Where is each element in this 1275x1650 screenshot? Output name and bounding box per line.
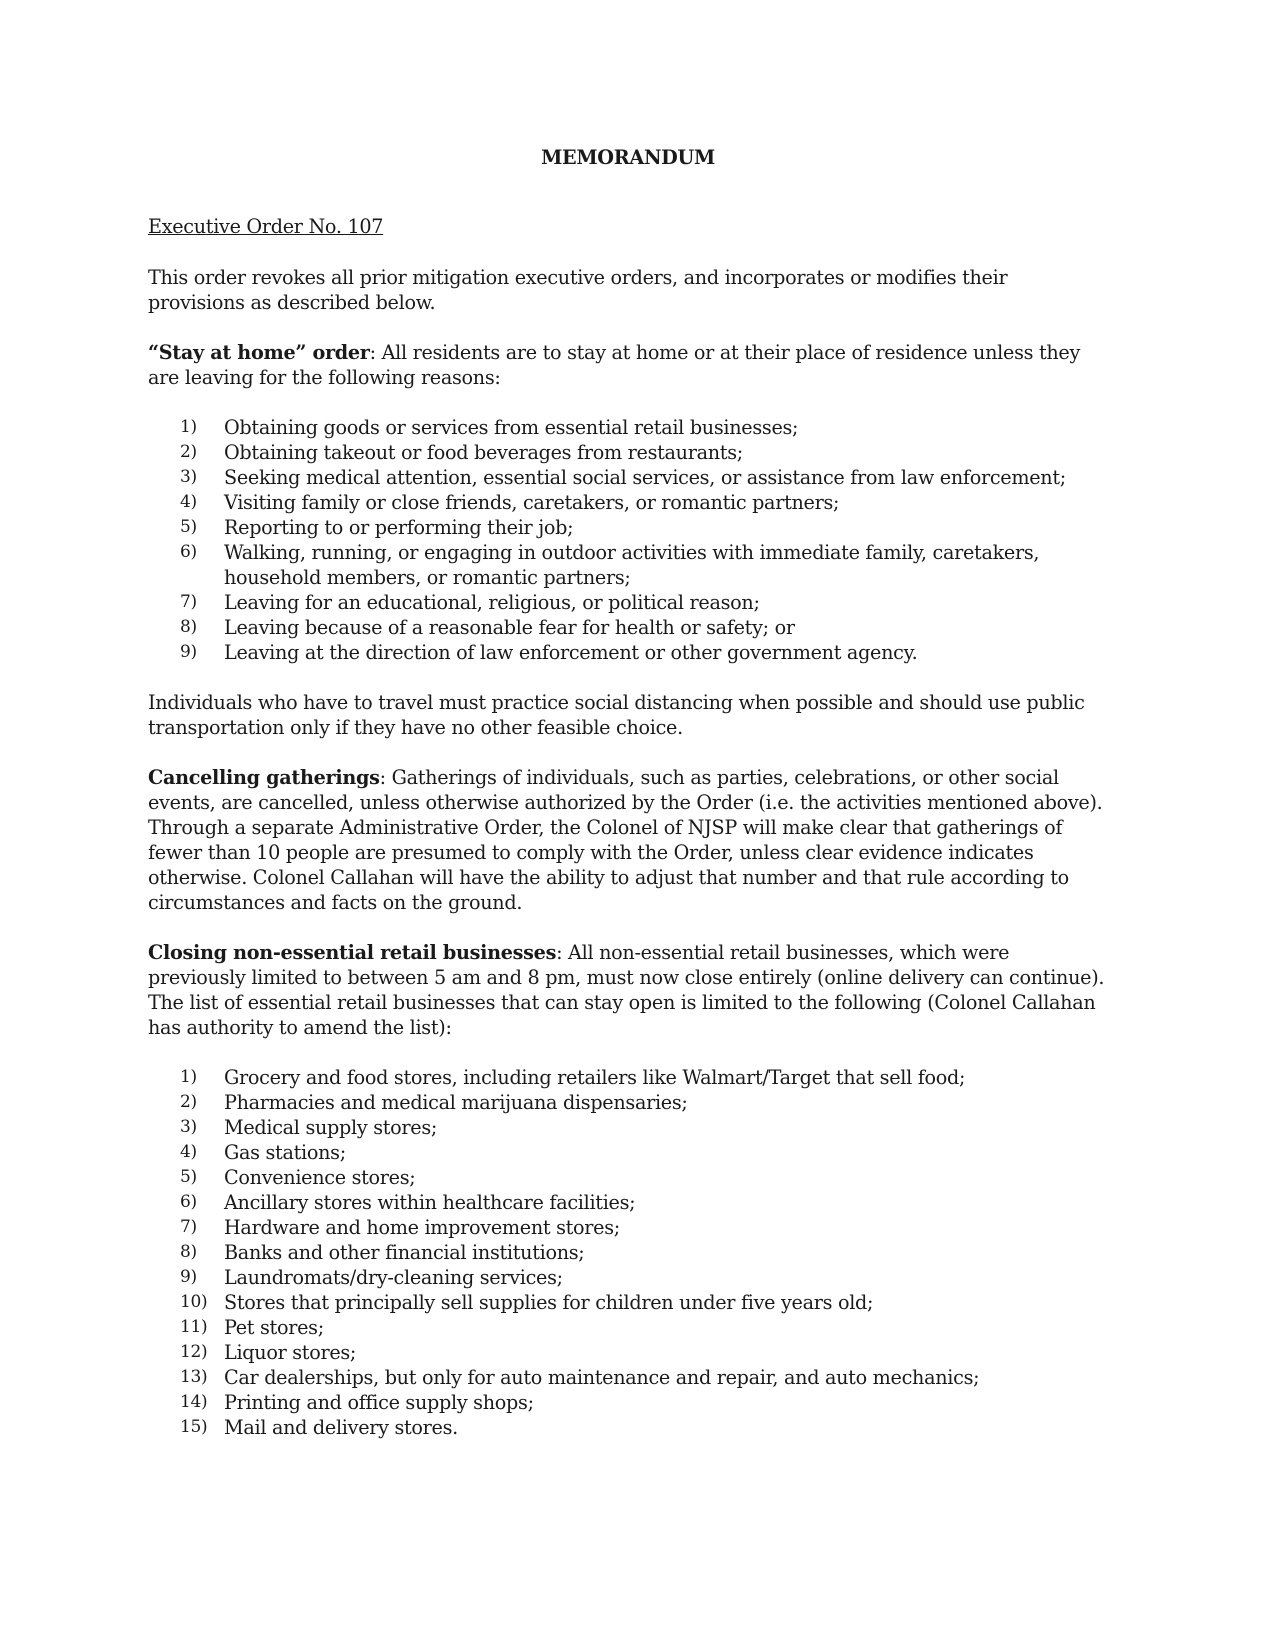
essential-businesses-list [148,1065,1108,1440]
list-item-number: 9) [180,642,197,662]
list-item [148,1265,1108,1290]
list-item-number: 6) [180,1192,197,1212]
list-item [148,440,1108,465]
list-item [148,515,1108,540]
list-item-number: 8) [180,617,197,637]
list-item [148,415,1108,440]
list-item-text: Medical supply stores; [224,1116,438,1139]
list-item-text: Walking, running, or engaging in outdoor activities with immediate family, caretakers, household members, or romantic partners; [224,541,1040,589]
list-item [148,1240,1108,1265]
list-item-text: Laundromats/dry-cleaning services; [224,1266,563,1289]
list-item-number: 1) [180,417,197,437]
list-item-number: 8) [180,1242,197,1262]
list-item-text: Car dealerships, but only for auto maintenance and repair, and auto mechanics; [224,1366,980,1389]
list-item-text: Banks and other financial institutions; [224,1241,585,1264]
list-item-number: 5) [180,1167,197,1187]
list-item [148,1140,1108,1165]
list-item-number: 10) [180,1292,208,1312]
retail-paragraph [148,940,1108,1040]
list-item-text: Hardware and home improvement stores; [224,1216,620,1239]
gatherings-lead: Cancelling gatherings [148,766,380,789]
list-item-text: Ancillary stores within healthcare facilities; [224,1191,636,1214]
retail-lead: Closing non-essential retail businesses [148,941,557,964]
list-item [148,1365,1108,1390]
list-item-number: 4) [180,1142,197,1162]
list-item [148,1390,1108,1415]
list-item [148,615,1108,640]
list-item-number: 2) [180,442,197,462]
list-item-text: Grocery and food stores, including retailers like Walmart/Target that sell food; [224,1066,966,1089]
list-item-number: 6) [180,542,197,562]
list-item [148,1165,1108,1190]
list-item [148,1190,1108,1215]
executive-order-heading: Executive Order No. 107 [148,215,384,238]
list-item [148,490,1108,515]
list-item-text: Obtaining goods or services from essential retail businesses; [224,416,799,439]
list-item-text: Leaving for an educational, religious, or political reason; [224,591,760,614]
page-title: MEMORANDUM [541,146,715,169]
list-item-text: Stores that principally sell supplies for children under five years old; [224,1291,874,1314]
list-item-number: 1) [180,1067,197,1087]
gatherings-text: : Gatherings of individuals, such as parties, celebrations, or other social events, are cancelled, unless otherwise authorized by the Order (i.e. the activities mentioned above). Through a separate Administrative Order, the Colonel of NJSP will make clear that gatherings of fewer than 10 people are presumed to comply with the Order, unless clear evidence indicates otherwise. Colonel Callahan will have the ability to adjust that number and that rule according to circumstances and facts on the ground. [148,766,1103,914]
list-item [148,465,1108,490]
stay-home-paragraph [148,340,1108,390]
list-item [148,1290,1108,1315]
list-item-number: 15) [180,1417,208,1437]
list-item-text: Seeking medical attention, essential social services, or assistance from law enforcement; [224,466,1066,489]
list-item [148,1065,1108,1090]
list-item-number: 4) [180,492,197,512]
list-item-number: 12) [180,1342,208,1362]
stay-home-text: : All residents are to stay at home or at their place of residence unless they are leaving for the following reasons: [148,341,1081,389]
list-item-text: Visiting family or close friends, caretakers, or romantic partners; [224,491,840,514]
list-item-number: 2) [180,1092,197,1112]
list-item-text: Leaving because of a reasonable fear for health or safety; or [224,616,795,639]
list-item-text: Convenience stores; [224,1166,416,1189]
gatherings-paragraph [148,765,1108,915]
list-item-number: 3) [180,1117,197,1137]
list-item [148,1115,1108,1140]
retail-text: : All non-essential retail businesses, which were previously limited to between 5 am and 8 pm, must now close entirely (online delivery can continue). The list of essential retail businesses that can stay open is limited to the following (Colonel Callahan has authority to amend the list): [148,941,1105,1039]
list-item [148,540,1108,590]
list-item [148,1215,1108,1240]
list-item [148,1315,1108,1340]
list-item [148,1415,1108,1440]
list-item-text: Obtaining takeout or food beverages from restaurants; [224,441,743,464]
list-item-number: 3) [180,467,197,487]
list-item-number: 7) [180,592,197,612]
list-item-number: 7) [180,1217,197,1237]
list-item [148,590,1108,615]
list-item-number: 5) [180,517,197,537]
intro-paragraph: This order revokes all prior mitigation executive orders, and incorporates or modifies their provisions as described below. [148,266,1008,314]
list-item-text: Pet stores; [224,1316,324,1339]
list-item-number: 9) [180,1267,197,1287]
list-item-text: Liquor stores; [224,1341,357,1364]
list-item-text: Printing and office supply shops; [224,1391,534,1414]
stay-home-reasons-list [148,415,1108,665]
list-item-number: 13) [180,1367,208,1387]
list-item [148,640,1108,665]
stay-home-lead: “Stay at home” order [148,341,370,364]
list-item [148,1340,1108,1365]
document-body [148,145,1108,1465]
list-item-text: Pharmacies and medical marijuana dispensaries; [224,1091,688,1114]
list-item-text: Mail and delivery stores. [224,1416,458,1439]
list-item-number: 14) [180,1392,208,1412]
travel-paragraph: Individuals who have to travel must practice social distancing when possible and should use public transportation only if they have no other feasible choice. [148,691,1085,739]
list-item-text: Gas stations; [224,1141,346,1164]
list-item [148,1090,1108,1115]
list-item-number: 11) [180,1317,208,1337]
list-item-text: Leaving at the direction of law enforcement or other government agency. [224,641,918,664]
list-item-text: Reporting to or performing their job; [224,516,574,539]
